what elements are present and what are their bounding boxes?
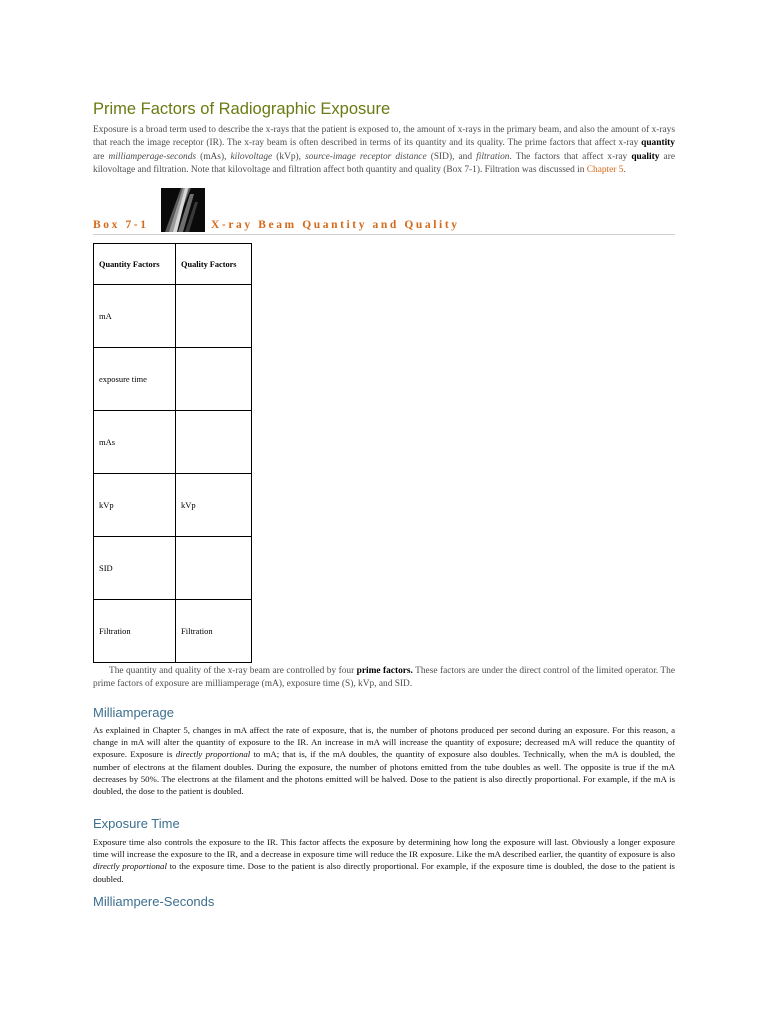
text: Exposure is a broad term used to describe the x-rays that the patient is exposed to, the amount of x-rays in the primary beam, and also the amount of x-rays that reach the image receptor (IR). The x-ray beam is often described in terms of its quantity and its quality. The prime factors that affect x-ray	[93, 125, 675, 149]
quality-cell: kVp	[176, 474, 252, 537]
xray-beam-image	[161, 188, 205, 232]
table-row	[94, 600, 252, 663]
quantity-cell: exposure time	[94, 348, 176, 411]
text: are kilovoltage and filtration. Note that kilovoltage and filtration affect both quantity and quality (Box 7-1). Filtration was discussed in	[93, 151, 675, 175]
quality-cell: Filtration	[176, 600, 252, 663]
quantity-cell: mAs	[94, 411, 176, 474]
table-row	[94, 537, 252, 600]
quality-cell	[176, 537, 252, 600]
table-row	[94, 474, 252, 537]
quantity-cell: kVp	[94, 474, 176, 537]
text: to mA; that is, if the mA doubles, the quantity of exposure also doubles. Technically, when the mA is doubled, the number of electrons at the filament doubles. During the exposure, the number of photons emitted from the tube doubles as well. The opposite is true if the mA decreases by 50%. The electrons at the filament and the photons emitted will be halved. Dose to the patient is also directly proportional. For example, if the mA is doubled, the dose to the patient is doubled.	[93, 749, 675, 797]
term-milliamperage-seconds: milliamperage-seconds	[108, 151, 197, 162]
quantity-cell: Filtration	[94, 600, 176, 663]
quality-cell	[176, 348, 252, 411]
text: are	[93, 151, 109, 162]
term-directly-proportional: directly proportional	[93, 861, 167, 872]
table-header-row	[94, 244, 252, 285]
term-filtration: filtration	[476, 151, 510, 162]
milliamperage-paragraph	[93, 724, 675, 797]
text: (SID), and	[426, 151, 477, 162]
heading-milliampere-seconds: Milliampere-Seconds	[93, 894, 215, 909]
term-sid: source-image receptor distance	[305, 151, 427, 162]
table-row	[94, 348, 252, 411]
page-title: Prime Factors of Radiographic Exposure	[93, 100, 391, 118]
text: (mAs),	[196, 151, 231, 162]
keyword-quality: quality	[631, 151, 660, 162]
intro-paragraph	[93, 124, 675, 177]
quality-cell	[176, 411, 252, 474]
chapter-5-link[interactable]: Chapter 5	[586, 164, 624, 175]
heading-exposure-time: Exposure Time	[93, 816, 180, 831]
box-title: X-ray Beam Quantity and Quality	[211, 219, 460, 231]
text: . The factors that affect x-ray	[509, 151, 632, 162]
keyword-quantity: quantity	[641, 138, 675, 149]
term-directly-proportional: directly proportional	[175, 749, 251, 760]
quantity-cell: mA	[94, 285, 176, 348]
exposure-time-paragraph	[93, 836, 675, 885]
text: The quantity and quality of the x-ray beam are controlled by four	[109, 666, 357, 676]
quantity-cell: SID	[94, 537, 176, 600]
text: (kVp),	[272, 151, 306, 162]
prime-factors-paragraph	[93, 665, 675, 692]
header-quality-factors: Quality Factors	[176, 244, 252, 285]
table-row	[94, 285, 252, 348]
box-header	[93, 186, 675, 235]
xray-beam-graphic	[161, 188, 205, 232]
quality-cell	[176, 285, 252, 348]
header-quantity-factors: Quantity Factors	[94, 244, 176, 285]
text: .	[623, 164, 626, 175]
text: Exposure time also controls the exposure to the IR. This factor affects the exposure by determining how long the exposure will last. Obviously a longer exposure time will increase the exposure to the IR, and a decrease in exposure time will reduce the IR exposure. Like the mA described earlier, the quantity of exposure is also	[93, 837, 675, 860]
heading-milliamperage: Milliamperage	[93, 705, 174, 720]
text: As explained in Chapter 5, changes in mA affect the rate of exposure, that is, the number of photons produced per second during an exposure. For this reason, a change in mA will alter the quantity of exposure to the IR. An increase in mA will increase the quantity of exposure; decreased mA will reduce the quantity of exposure. Exposure is	[93, 725, 675, 760]
text: These factors are under the direct control of the limited operator. The prime factors of exposure are milliamperage (mA), exposure time (S), kVp, and SID.	[93, 666, 675, 690]
text: to the exposure time. Dose to the patient is also directly proportional. For example, if the exposure time is doubled, the dose to the patient is doubled.	[93, 861, 675, 884]
term-kilovoltage: kilovoltage	[230, 151, 273, 162]
quantity-quality-table	[93, 243, 252, 663]
keyword-prime-factors: prime factors.	[356, 666, 413, 676]
box-label: Box 7-1	[93, 219, 149, 231]
table-row	[94, 411, 252, 474]
